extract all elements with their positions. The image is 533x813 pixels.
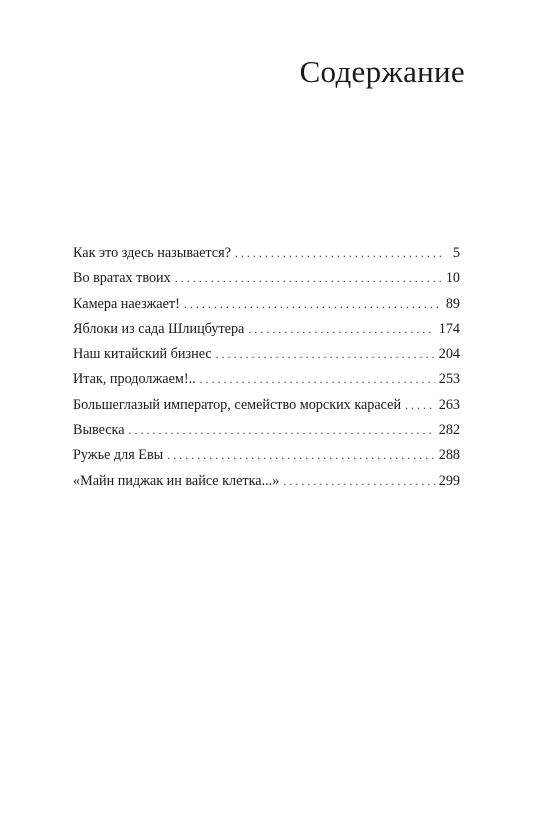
- toc-entry: [73, 292, 460, 317]
- toc-entry-title: Яблоки из сада Шлицбутера: [73, 320, 245, 337]
- toc-entry-page: 174: [438, 320, 460, 337]
- toc-entry: [73, 393, 460, 418]
- toc-entry: [73, 317, 460, 342]
- dot-leader: [200, 367, 435, 392]
- toc-entry: [73, 342, 460, 367]
- toc-entry-page: 5: [452, 245, 460, 261]
- toc-entry-title: Большеглазый император, семейство морских карасей: [73, 396, 402, 413]
- toc-entry: [73, 266, 460, 291]
- table-of-contents: [73, 241, 460, 494]
- toc-entry: [73, 469, 460, 494]
- dot-leader: [175, 266, 442, 291]
- toc-entry-title: Итак, продолжаем!..: [73, 371, 196, 388]
- dot-leader: [129, 418, 435, 443]
- toc-entry: [73, 418, 460, 443]
- toc-entry-page: 10: [445, 270, 460, 287]
- dot-leader: [405, 393, 435, 418]
- dot-leader: [283, 469, 434, 494]
- toc-entry-title: Во вратах твоих: [73, 270, 171, 287]
- toc-entry: [73, 241, 460, 266]
- toc-entry-page: 89: [445, 295, 460, 312]
- dot-leader: [235, 241, 442, 266]
- toc-entry-title: Как это здесь называется?: [73, 245, 231, 261]
- toc-entry-title: Вывеска: [73, 422, 125, 439]
- toc-entry: [73, 367, 460, 392]
- dot-leader: [184, 292, 442, 317]
- toc-entry-page: 263: [438, 396, 460, 413]
- toc-entry-page: 204: [438, 346, 460, 363]
- dot-leader: [248, 317, 434, 342]
- toc-entry-page: 288: [438, 447, 460, 464]
- toc-entry: [73, 443, 460, 468]
- toc-entry-page: 253: [438, 371, 460, 388]
- toc-entry-title: Камера наезжает!: [73, 295, 180, 312]
- toc-entry-page: 282: [438, 422, 460, 439]
- toc-entry-title: Наш китайский бизнес: [73, 346, 212, 363]
- dot-leader: [216, 342, 435, 367]
- dot-leader: [167, 443, 435, 468]
- toc-entry-title: Ружье для Евы: [73, 447, 164, 464]
- toc-entry-title: «Майн пиджак ин вайсе клетка...»: [73, 472, 280, 489]
- page-title: Содержание: [299, 54, 465, 89]
- toc-entry-page: 299: [438, 472, 460, 489]
